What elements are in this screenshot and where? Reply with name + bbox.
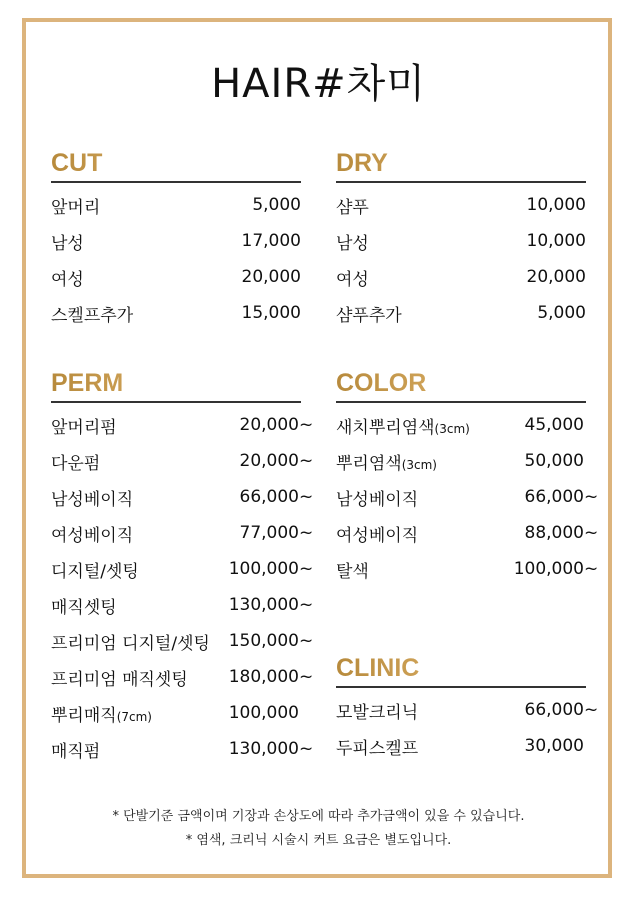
price-from-mark: ~ xyxy=(299,739,314,759)
price-from-mark: ~ xyxy=(299,415,314,435)
price-from-mark: ~ xyxy=(584,700,599,720)
section-color xyxy=(336,367,601,587)
price-row xyxy=(336,187,586,223)
price-row xyxy=(51,295,301,331)
item-price: 10,000 xyxy=(526,231,586,251)
item-price: 10,000 xyxy=(526,195,586,215)
price-row xyxy=(336,259,586,295)
item-price: 50,000 xyxy=(524,451,584,471)
item-name: 뿌리염색 xyxy=(336,453,402,474)
item-price: 20,000 xyxy=(526,267,586,287)
price-row xyxy=(51,515,316,551)
item-name: 프리미엄 디지털/셋팅 xyxy=(51,633,210,654)
item-price: 17,000 xyxy=(241,231,301,251)
section-title-perm: PERM xyxy=(51,367,316,399)
item-name: 여성 xyxy=(336,269,369,290)
price-row xyxy=(51,587,316,623)
item-name: 샴푸추가 xyxy=(336,305,402,326)
item-price: 66,000 xyxy=(524,487,584,507)
price-from-mark: ~ xyxy=(299,667,314,687)
item-name: 매직펌 xyxy=(51,741,101,762)
item-name: 프리미엄 매직셋팅 xyxy=(51,669,188,690)
price-row xyxy=(336,407,601,443)
price-from-mark: ~ xyxy=(584,559,599,579)
price-from-mark: ~ xyxy=(299,451,314,471)
item-price: 5,000 xyxy=(252,195,301,215)
item-price: 20,000 xyxy=(239,451,299,471)
item-note: (3cm) xyxy=(401,457,437,472)
item-name: 모발크리닉 xyxy=(336,702,419,723)
item-name: 스켈프추가 xyxy=(51,305,134,326)
item-price: 20,000 xyxy=(241,267,301,287)
footnotes xyxy=(0,805,637,853)
price-row xyxy=(51,731,316,767)
price-row xyxy=(336,223,586,259)
item-price: 66,000 xyxy=(239,487,299,507)
price-from-mark: ~ xyxy=(584,487,599,507)
item-name: 앞머리펌 xyxy=(51,417,117,438)
price-row xyxy=(51,479,316,515)
item-name: 남성 xyxy=(336,233,369,254)
item-price: 5,000 xyxy=(537,303,586,323)
price-row xyxy=(51,407,316,443)
item-name: 남성베이직 xyxy=(336,489,419,510)
section-title-clinic: CLINIC xyxy=(336,652,601,684)
price-row xyxy=(336,479,601,515)
price-row xyxy=(336,692,601,728)
item-name: 샴푸 xyxy=(336,197,369,218)
item-price: 100,000 xyxy=(513,559,584,579)
price-from-mark: ~ xyxy=(299,595,314,615)
section-title-dry: DRY xyxy=(336,147,586,179)
item-name: 다운펌 xyxy=(51,453,101,474)
price-row xyxy=(51,659,316,695)
price-row xyxy=(51,623,316,659)
item-price: 88,000 xyxy=(524,523,584,543)
item-price: 77,000 xyxy=(239,523,299,543)
price-from-mark: ~ xyxy=(299,631,314,651)
footnote-line: * 단발기준 금액이며 기장과 손상도에 따라 추가금액이 있을 수 있습니다. xyxy=(112,809,525,824)
section-perm xyxy=(51,367,316,767)
price-row xyxy=(51,187,301,223)
item-name: 매직셋팅 xyxy=(51,597,117,618)
item-name: 두피스켈프 xyxy=(336,738,419,759)
price-row xyxy=(336,443,601,479)
item-name: 탈색 xyxy=(336,561,369,582)
item-name: 여성베이직 xyxy=(336,525,419,546)
item-price: 45,000 xyxy=(524,415,584,435)
price-row xyxy=(51,695,316,731)
price-row xyxy=(51,443,316,479)
price-row xyxy=(51,551,316,587)
price-from-mark: ~ xyxy=(299,523,314,543)
section-title-cut: CUT xyxy=(51,147,301,179)
salon-title: HAIR#차미 xyxy=(211,61,426,107)
price-row xyxy=(51,259,301,295)
item-name: 여성베이직 xyxy=(51,525,134,546)
item-price: 66,000 xyxy=(524,700,584,720)
price-row xyxy=(51,223,301,259)
item-name: 앞머리 xyxy=(51,197,101,218)
section-title-color: COLOR xyxy=(336,367,601,399)
item-price: 150,000 xyxy=(228,631,299,651)
item-price: 130,000 xyxy=(228,739,299,759)
item-price: 100,000 xyxy=(228,559,299,579)
price-from-mark: ~ xyxy=(584,523,599,543)
price-row xyxy=(336,515,601,551)
section-clinic xyxy=(336,652,601,764)
item-price: 15,000 xyxy=(241,303,301,323)
item-name: 뿌리매직 xyxy=(51,705,117,726)
item-price: 30,000 xyxy=(524,736,584,756)
price-row xyxy=(336,728,601,764)
item-name: 남성 xyxy=(51,233,84,254)
item-note: (3cm) xyxy=(434,421,470,436)
item-price: 180,000 xyxy=(228,667,299,687)
price-row xyxy=(336,295,586,331)
item-price: 130,000 xyxy=(228,595,299,615)
item-price: 100,000 xyxy=(228,703,299,723)
footnote-line: * 염색, 크리닉 시술시 커트 요금은 별도입니다. xyxy=(185,833,452,848)
section-cut xyxy=(51,147,301,331)
item-name: 여성 xyxy=(51,269,84,290)
item-name: 디지털/셋팅 xyxy=(51,561,139,582)
price-from-mark: ~ xyxy=(299,559,314,579)
item-name: 남성베이직 xyxy=(51,489,134,510)
item-name: 새치뿌리염색 xyxy=(336,417,435,438)
item-note: (7cm) xyxy=(116,709,152,724)
price-from-mark: ~ xyxy=(299,487,314,507)
price-row xyxy=(336,551,601,587)
item-price: 20,000 xyxy=(239,415,299,435)
section-dry xyxy=(336,147,586,331)
